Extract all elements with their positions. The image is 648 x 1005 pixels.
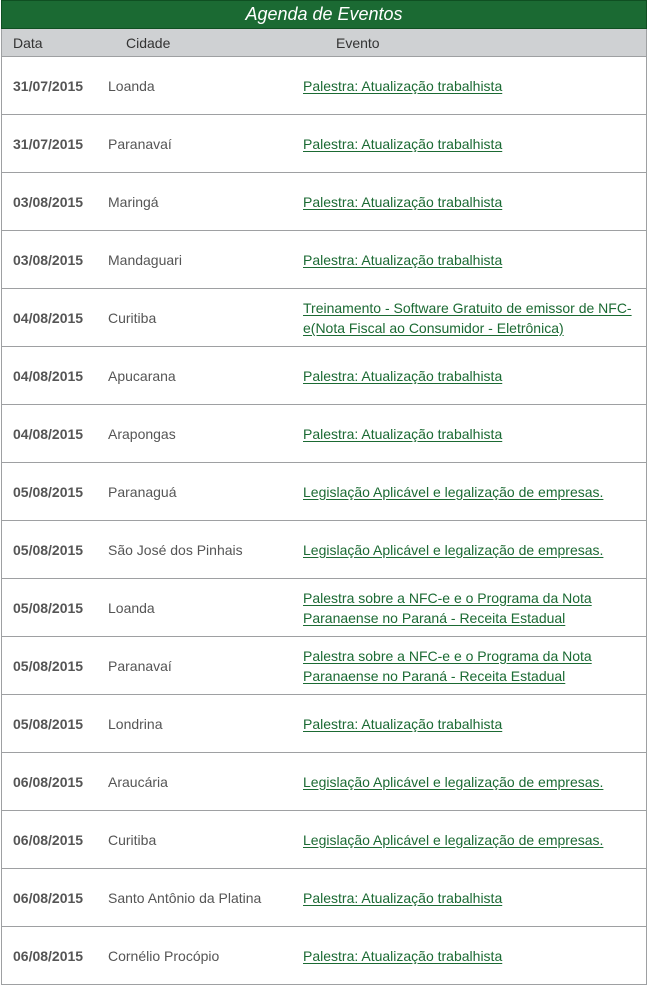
event-date: 06/08/2015 [13,831,84,848]
event-link[interactable]: Palestra: Atualização trabalhista [303,77,503,94]
event-link[interactable]: Palestra: Atualização trabalhista [303,715,503,732]
event-cell [303,366,633,386]
event-date: 06/08/2015 [13,773,84,790]
event-city: Apucarana [108,367,176,384]
events-table [1,57,647,985]
event-cell [303,888,633,908]
table-row [2,347,646,405]
event-date: 31/07/2015 [13,135,84,152]
table-row [2,695,646,753]
event-date: 04/08/2015 [13,309,84,326]
event-date: 03/08/2015 [13,251,84,268]
table-row [2,753,646,811]
event-city: Cornélio Procópio [108,947,220,964]
table-row [2,173,646,231]
event-city: Londrina [108,715,163,732]
event-date: 06/08/2015 [13,889,84,906]
event-link[interactable]: Palestra sobre a NFC-e e o Programa da Nota Paranaense no Paraná - Receita Estadual [303,647,592,684]
event-link[interactable]: Palestra: Atualização trabalhista [303,367,503,384]
event-link[interactable]: Legislação Aplicável e legalização de empresas. [303,831,604,848]
event-cell [303,540,633,560]
event-cell [303,646,633,686]
table-row [2,927,646,985]
event-cell [303,830,633,850]
event-city: Santo Antônio da Platina [108,889,262,906]
event-city: Paranaguá [108,483,177,500]
table-row [2,869,646,927]
event-date: 04/08/2015 [13,367,84,384]
event-link[interactable]: Palestra: Atualização trabalhista [303,251,503,268]
event-cell [303,250,633,270]
table-row [2,463,646,521]
event-cell [303,946,633,966]
table-row [2,289,646,347]
events-agenda [1,0,647,985]
event-city: Curitiba [108,309,157,326]
event-link[interactable]: Palestra: Atualização trabalhista [303,135,503,152]
table-row [2,637,646,695]
table-header [1,29,647,57]
event-link[interactable]: Palestra: Atualização trabalhista [303,425,503,442]
event-date: 06/08/2015 [13,947,84,964]
event-cell [303,192,633,212]
event-link[interactable]: Legislação Aplicável e legalização de empresas. [303,541,604,558]
event-date: 05/08/2015 [13,541,84,558]
event-link[interactable]: Treinamento - Software Gratuito de emissor de NFC-e(Nota Fiscal ao Consumidor - Eletrônica) [303,299,632,336]
event-city: São José dos Pinhais [108,541,243,558]
table-row [2,579,646,637]
event-city: Maringá [108,193,159,210]
event-cell [303,482,633,502]
event-cell [303,298,633,338]
event-link[interactable]: Palestra: Atualização trabalhista [303,889,503,906]
event-city: Curitiba [108,831,157,848]
event-city: Araucária [108,773,168,790]
event-date: 05/08/2015 [13,483,84,500]
event-city: Arapongas [108,425,176,442]
header-event: Evento [336,35,380,51]
event-date: 31/07/2015 [13,77,84,94]
event-city: Paranavaí [108,657,172,674]
agenda-title: Agenda de Eventos [1,0,647,29]
event-cell [303,772,633,792]
event-city: Loanda [108,599,155,616]
event-link[interactable]: Palestra: Atualização trabalhista [303,947,503,964]
header-city: Cidade [126,35,171,51]
event-cell [303,588,633,628]
event-city: Mandaguari [108,251,182,268]
table-row [2,521,646,579]
table-row [2,405,646,463]
event-city: Loanda [108,77,155,94]
table-row [2,115,646,173]
event-cell [303,714,633,734]
table-row [2,231,646,289]
event-cell [303,76,633,96]
event-link[interactable]: Legislação Aplicável e legalização de empresas. [303,773,604,790]
event-link[interactable]: Legislação Aplicável e legalização de empresas. [303,483,604,500]
event-cell [303,424,633,444]
event-date: 04/08/2015 [13,425,84,442]
table-row [2,811,646,869]
header-date: Data [13,35,43,51]
event-city: Paranavaí [108,135,172,152]
event-date: 03/08/2015 [13,193,84,210]
event-link[interactable]: Palestra: Atualização trabalhista [303,193,503,210]
event-cell [303,134,633,154]
event-date: 05/08/2015 [13,657,84,674]
event-link[interactable]: Palestra sobre a NFC-e e o Programa da Nota Paranaense no Paraná - Receita Estadual [303,589,592,626]
event-date: 05/08/2015 [13,715,84,732]
event-date: 05/08/2015 [13,599,84,616]
table-row [2,57,646,115]
